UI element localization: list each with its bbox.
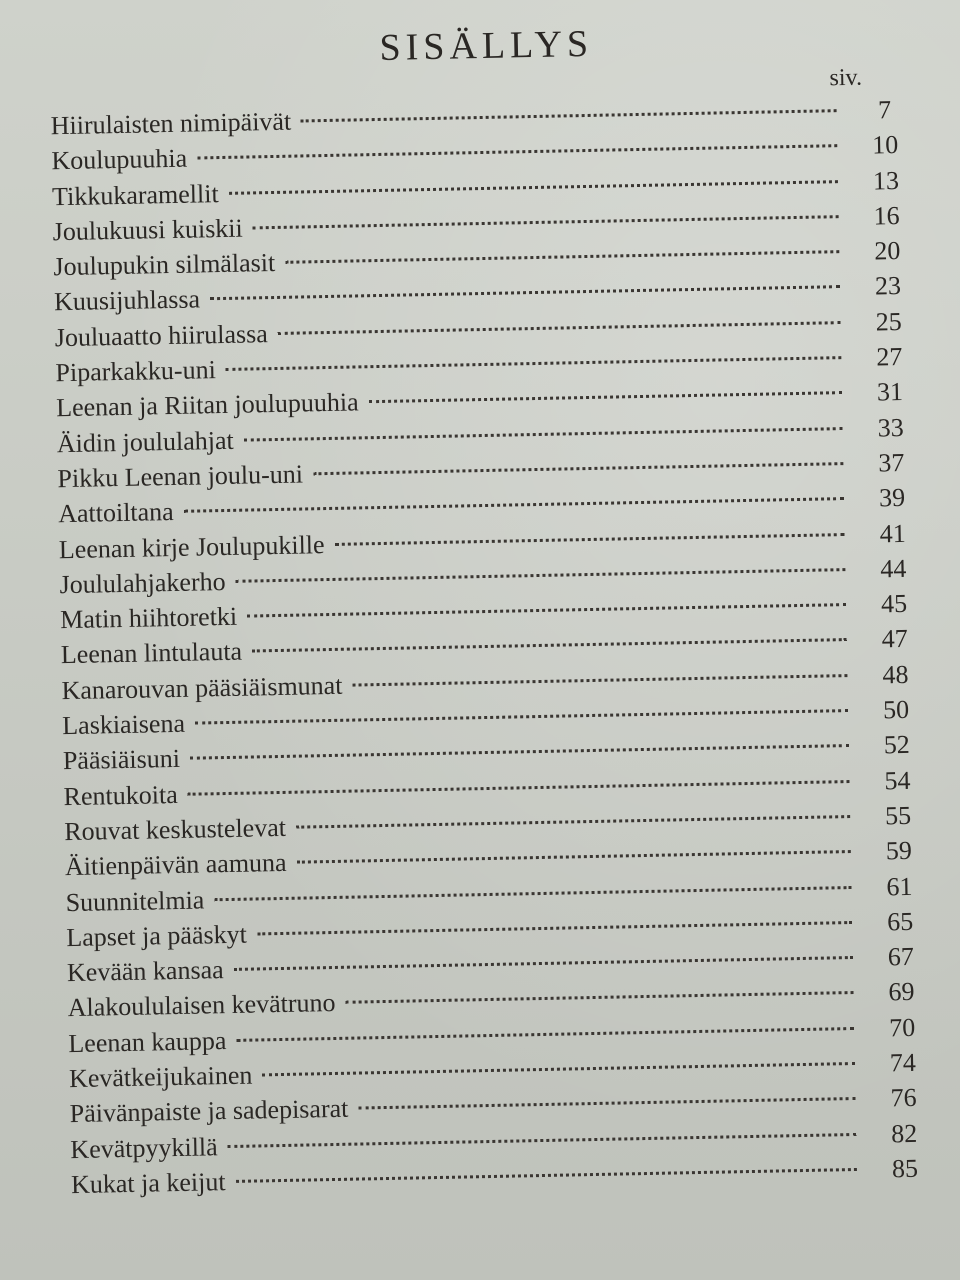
dot-leader <box>253 215 839 229</box>
dot-leader <box>195 709 848 725</box>
dot-leader <box>369 392 842 404</box>
toc-entry-page-number: 20 <box>874 236 901 266</box>
toc-entry-page-number: 50 <box>882 694 910 725</box>
page-title: SISÄLLYS <box>379 22 594 69</box>
toc-entry-title: Kevätkeijukainen <box>68 1060 253 1094</box>
dot-leader <box>252 639 847 653</box>
toc-entry-page-number: 23 <box>874 271 902 301</box>
toc-entry-page-number: 7 <box>877 95 892 125</box>
dot-leader <box>262 1062 855 1076</box>
toc-entry-page-number: 55 <box>884 800 912 831</box>
dot-leader <box>334 533 844 546</box>
dot-leader <box>214 886 851 901</box>
toc-entry-title: Laskiaisena <box>61 708 186 741</box>
toc-entry-page-number: 37 <box>878 447 905 478</box>
dot-leader <box>226 356 842 371</box>
toc-entry-page-number: 65 <box>886 906 914 937</box>
dot-leader <box>197 144 837 159</box>
dot-leader <box>313 462 843 475</box>
toc-entry-title: Lapset ja pääskyt <box>66 919 248 952</box>
toc-entry-page-number: 39 <box>878 483 906 513</box>
toc-entry-page-number: 41 <box>879 518 906 548</box>
dot-leader <box>257 921 852 935</box>
toc-entry-title: Koulupuuhia <box>51 143 188 176</box>
toc-entry-page-number: 31 <box>876 377 904 407</box>
toc-entry-page-number: 48 <box>882 659 909 690</box>
dot-leader <box>244 427 843 442</box>
toc-entry-page-number: 45 <box>880 589 908 619</box>
dot-leader <box>358 1097 855 1110</box>
dot-leader <box>210 286 840 301</box>
dot-leader <box>188 780 850 796</box>
dot-leader <box>184 497 844 513</box>
toc-entry-title: Hiirulaisten nimipäivät <box>50 106 292 141</box>
toc-entry-title: Tikkukaramellit <box>51 178 219 211</box>
toc-entry-title: Äidin joululahjat <box>56 425 235 458</box>
dot-leader <box>301 109 837 122</box>
toc-entry-page-number: 54 <box>884 765 911 796</box>
toc-entry-title: Kanarouvan pääsiäismunat <box>61 670 343 705</box>
toc-entry-title: Kukat ja keijut <box>70 1167 226 1199</box>
toc-entry-page-number: 33 <box>877 412 904 443</box>
dot-leader <box>236 1168 857 1183</box>
toc-entry-page-number: 16 <box>873 200 900 231</box>
toc-entry-title: Alakoululaisen kevätruno <box>67 988 336 1023</box>
dot-leader <box>236 568 846 583</box>
dot-leader <box>234 956 853 971</box>
page-column-label: siv. <box>829 64 863 92</box>
toc-entry-title: Joulukuusi kuiskii <box>52 213 243 247</box>
toc-entry-title: Kuusijuhlassa <box>53 284 201 317</box>
dot-leader <box>285 250 839 264</box>
toc-entry-title: Aattoiltana <box>57 497 174 529</box>
toc-entry-page-number: 10 <box>871 130 899 160</box>
toc-entry-page-number: 85 <box>891 1153 919 1184</box>
toc-entry-title: Äitienpäivän aamuna <box>64 848 287 882</box>
table-of-contents <box>35 6 937 1203</box>
toc-entry-page-number: 59 <box>885 836 913 866</box>
toc-entry-title: Rentukoita <box>63 779 178 811</box>
dot-leader <box>278 321 841 335</box>
toc-entry-page-number: 74 <box>889 1047 917 1078</box>
dot-leader <box>247 603 846 618</box>
toc-entry-title: Pikku Leenan joulu-uni <box>57 459 304 494</box>
toc-entry-page-number: 27 <box>876 342 903 372</box>
toc-entry-title: Päivänpaiste ja sadepisarat <box>69 1094 349 1129</box>
toc-entry-title: Leenan kirje Joulupukille <box>58 529 325 564</box>
dot-leader <box>236 1027 854 1042</box>
toc-entry-title: Jouluaatto hiirulassa <box>54 318 269 353</box>
toc-entry-title: Kevään kansaa <box>66 955 224 988</box>
toc-entry-title: Suunnitelmia <box>65 884 205 917</box>
dot-leader <box>345 991 853 1004</box>
toc-entry-title: Leenan kauppa <box>68 1025 227 1058</box>
toc-entry-page-number: 13 <box>872 165 900 196</box>
dot-leader <box>228 1133 857 1148</box>
toc-entry-title: Piparkakku-uni <box>55 355 217 388</box>
toc-entry-page-number: 44 <box>880 553 907 584</box>
toc-entry-page-number: 76 <box>890 1083 917 1113</box>
toc-entry-page-number: 70 <box>888 1012 916 1043</box>
toc-entry-title: Leenan lintulauta <box>60 637 243 670</box>
dot-leader <box>296 815 850 829</box>
toc-entry-title: Joululahjakerho <box>59 566 226 600</box>
dot-leader <box>229 180 838 195</box>
toc-entry-page-number: 67 <box>887 941 915 972</box>
toc-entry-title: Leenan ja Riitan joulupuuhia <box>55 387 359 423</box>
dot-leader <box>352 674 847 687</box>
toc-entry-page-number: 69 <box>888 977 915 1007</box>
toc-entry-page-number: 47 <box>881 624 909 654</box>
dot-leader <box>297 850 851 864</box>
toc-list <box>36 92 937 1203</box>
toc-entry-title: Rouvat keskustelevat <box>64 812 287 847</box>
toc-entry-title: Joulupukin silmälasit <box>53 248 276 282</box>
toc-entry-title: Pääsiäisuni <box>62 744 181 776</box>
dot-leader <box>190 744 849 760</box>
toc-entry-title: Kevätpyykillä <box>70 1131 218 1164</box>
toc-entry-page-number: 82 <box>890 1118 918 1148</box>
toc-entry-page-number: 61 <box>886 871 913 901</box>
toc-entry-page-number: 25 <box>875 306 902 337</box>
toc-entry-title: Matin hiihtoretki <box>59 601 238 635</box>
toc-entry-page-number: 52 <box>883 730 911 760</box>
